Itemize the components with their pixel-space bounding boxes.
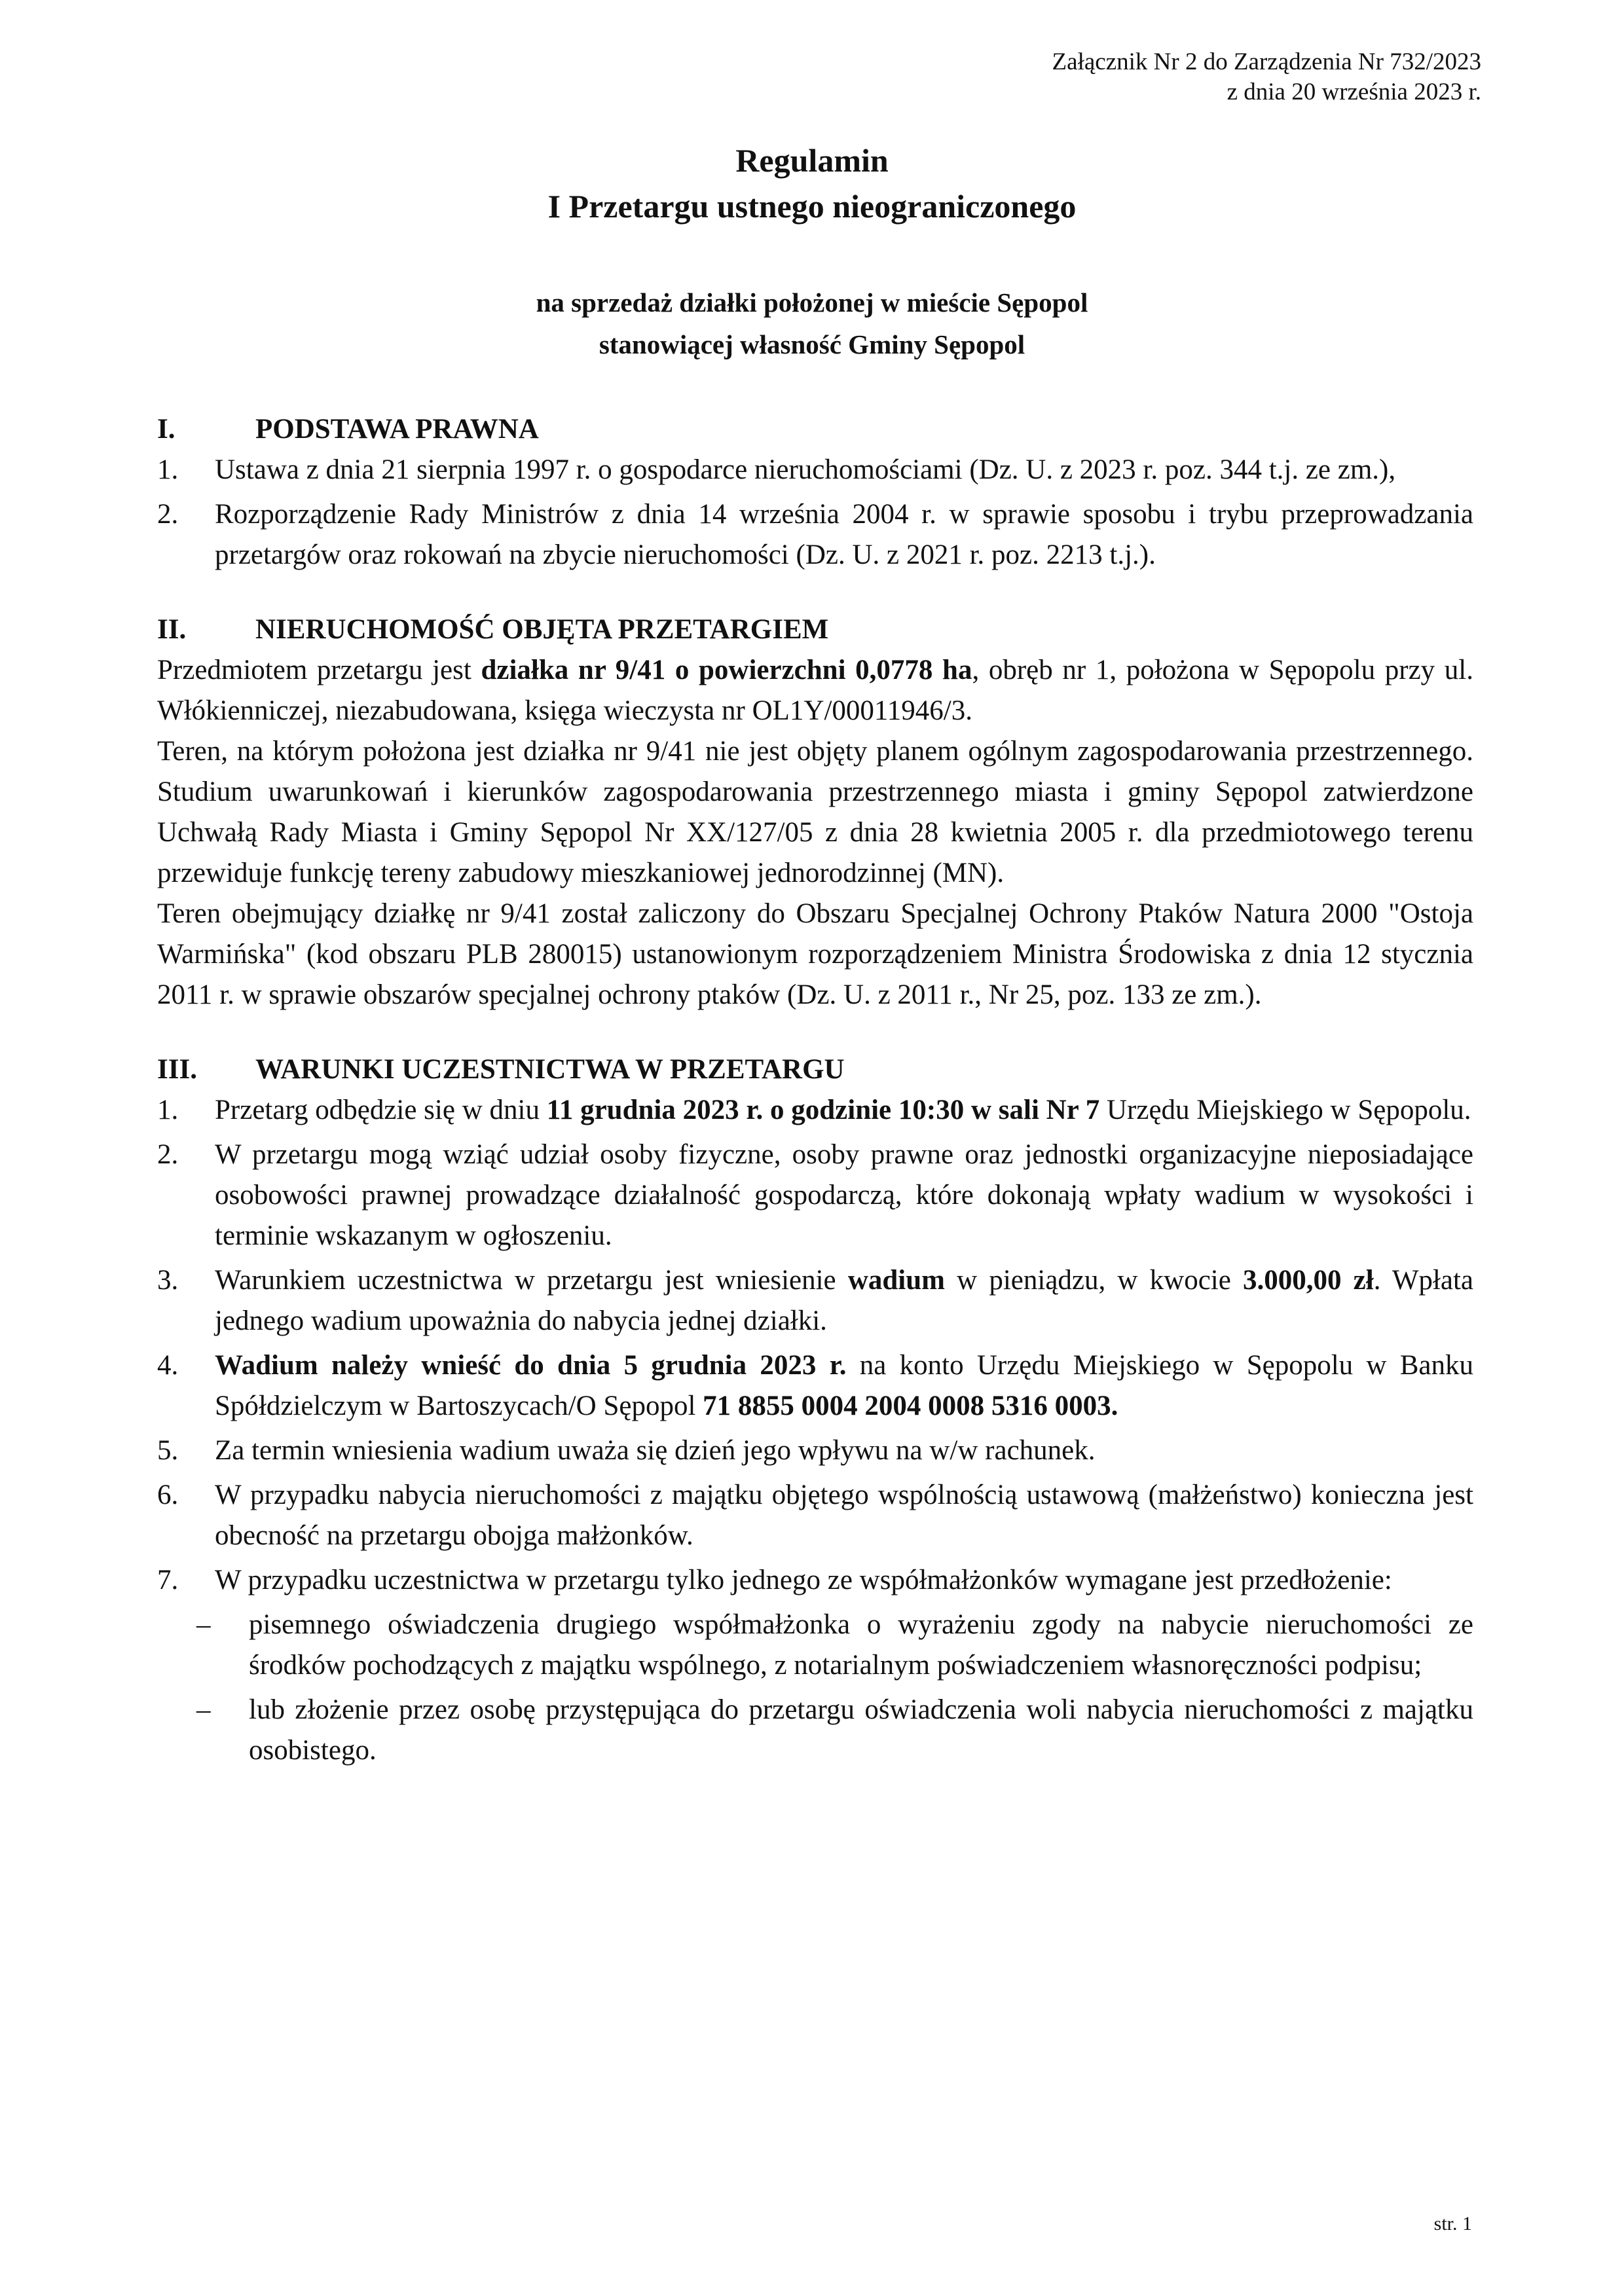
attachment-note xyxy=(1052,47,1481,107)
zoning-paragraph: Teren, na którym położona jest działka nr 9/41 nie jest objęty planem ogólnym zagospodarowania przestrzennego. Studium uwarunkowań i kierunków zagospodarowania przestrzennego miasta i gminy Sępopol zatwierdzone Uchwałą Rady Miasta i Gminy Sępopol Nr XX/127/05 z dnia 28 kwietnia 2005 r. dla przedmiotowego terenu przewiduje funkcję tereny zabudowy mieszkaniowej jednorodzinnej (MN). xyxy=(157,736,1473,888)
section-number: II. xyxy=(157,614,187,645)
list-item xyxy=(157,1560,1473,1601)
sub-item-text: lub złożenie przez osobę przystępująca do przetargu oświadczenia woli nabycia nieruchomości z majątku osobistego. xyxy=(249,1694,1473,1766)
bank-account-number: 71 8855 0004 2004 0008 5316 0003. xyxy=(703,1391,1118,1421)
item-text xyxy=(215,1090,1473,1131)
spouse-requirements-list xyxy=(157,1605,1473,1771)
item-text xyxy=(215,1345,1473,1427)
deposit-deadline: Wadium należy wnieść do dnia 5 grudnia 2023 r. xyxy=(215,1350,847,1381)
list-item xyxy=(157,1135,1473,1256)
item-number: 2. xyxy=(157,499,179,530)
text-run: Warunkiem uczestnictwa w przetargu jest wniesienie xyxy=(215,1265,848,1296)
title-line2: I Przetargu ustnego nieograniczonego xyxy=(547,188,1077,225)
deposit-term: wadium xyxy=(847,1265,945,1296)
section-title: NIERUCHOMOŚĆ OBJĘTA PRZETARGIEM xyxy=(255,614,829,645)
dash-bullet: – xyxy=(196,1609,211,1640)
item-number: 1. xyxy=(157,1095,179,1125)
list-item xyxy=(157,1345,1473,1427)
item-number: 3. xyxy=(157,1265,179,1296)
list-item xyxy=(157,1260,1473,1341)
title-line1: Regulamin xyxy=(735,142,889,179)
auction-date: 11 grudnia 2023 r. o godzinie 10:30 w sali Nr 7 xyxy=(546,1095,1100,1125)
section-number: III. xyxy=(157,1054,197,1085)
item-text xyxy=(215,1260,1473,1341)
item-number: 5. xyxy=(157,1435,179,1466)
text-run: Przetarg odbędzie się w dniu xyxy=(215,1095,547,1125)
item-number: 1. xyxy=(157,454,179,485)
section-heading xyxy=(157,610,1473,650)
item-number: 7. xyxy=(157,1565,179,1595)
deposit-amount: 3.000,00 zł xyxy=(1243,1265,1374,1296)
item-text: W przetargu mogą wziąć udział osoby fizyczne, osoby prawne oraz jednostki organizacyjne nieposiadające osobowości prawnej prowadzące działalność gospodarczą, które dokonają wpłaty wadium w wysokości i terminie wskazanym w ogłoszeniu. xyxy=(215,1139,1473,1251)
page-number: str. 1 xyxy=(1433,2213,1472,2234)
item-number: 4. xyxy=(157,1350,179,1381)
item-text: W przypadku nabycia nieruchomości z majątku objętego wspólnością ustawową (małżeństwo) konieczna jest obecność na przetargu obojga małżonków. xyxy=(215,1480,1473,1551)
legal-basis-list xyxy=(157,450,1473,575)
plot-details: działka nr 9/41 o powierzchni 0,0778 ha xyxy=(481,655,972,685)
section-heading xyxy=(157,1049,1473,1090)
item-text: W przypadku uczestnictwa w przetargu tylko jednego ze współmałżonków wymagane jest przedłożenie: xyxy=(215,1565,1392,1595)
item-number: 6. xyxy=(157,1480,179,1510)
list-item xyxy=(157,1090,1473,1131)
property-description xyxy=(157,650,1473,731)
subtitle-line1: na sprzedaż działki położonej w mieście Sępopol xyxy=(536,287,1088,318)
conditions-list xyxy=(157,1090,1473,1771)
item-number: 2. xyxy=(157,1139,179,1170)
attachment-note-line2: z dnia 20 września 2023 r. xyxy=(1227,79,1481,105)
section-property xyxy=(157,610,1473,1015)
text-run: na konto Urzędu Miejskiego w Sępopolu w Banku Spółdzielczym w Bartoszycach/O Sępopol xyxy=(215,1350,1473,1421)
list-item xyxy=(157,1430,1473,1471)
list-item xyxy=(157,494,1473,575)
text-run: w pieniądzu, w kwocie xyxy=(944,1265,1243,1296)
text-run: . Wpłata jednego wadium upoważnia do nabycia jednej działki. xyxy=(215,1265,1473,1336)
attachment-note-line1: Załącznik Nr 2 do Zarządzenia Nr 732/2023 xyxy=(1052,48,1481,75)
dash-bullet: – xyxy=(196,1694,211,1725)
section-number: I. xyxy=(157,414,175,445)
sub-list-item xyxy=(157,1690,1473,1771)
subtitle-line2: stanowiącej własność Gminy Sępopol xyxy=(599,329,1025,359)
section-title: WARUNKI UCZESTNICTWA W PRZETARGU xyxy=(255,1054,845,1085)
document-subtitle xyxy=(0,282,1624,365)
section-title: PODSTAWA PRAWNA xyxy=(255,414,539,445)
natura-paragraph: Teren obejmujący działkę nr 9/41 został zaliczony do Obszaru Specjalnej Ochrony Ptaków Natura 2000 "Ostoja Warmińska" (kod obszaru PLB 280015) ustanowionym rozporządzeniem Ministra Środowiska z dnia 12 stycznia 2011 r. w sprawie obszarów specjalnej ochrony ptaków (Dz. U. z 2011 r., Nr 25, poz. 133 ze zm.). xyxy=(157,898,1473,1010)
section-legal-basis xyxy=(157,409,1473,575)
item-text: Za termin wniesienia wadium uważa się dzień jego wpływu na w/w rachunek. xyxy=(215,1435,1096,1466)
sub-item-text: pisemnego oświadczenia drugiego współmałżonka o wyrażeniu zgody na nabycie nieruchomości ze środków pochodzących z majątku wspólnego, z notarialnym poświadczeniem własnoręczności podpisu; xyxy=(249,1609,1473,1681)
section-heading xyxy=(157,409,1473,450)
text-run: Przedmiotem przetargu jest xyxy=(157,655,481,685)
text-run: , obręb nr 1, położona w Sępopolu przy ul. Włókienniczej, niezabudowana, księga wieczysta nr OL1Y/00011946/3. xyxy=(157,655,1473,726)
document-title xyxy=(0,137,1624,229)
sub-list-item xyxy=(157,1605,1473,1686)
text-run: Urzędu Miejskiego w Sępopolu. xyxy=(1099,1095,1471,1125)
section-participation-conditions xyxy=(157,1049,1473,1771)
item-text: Rozporządzenie Rady Ministrów z dnia 14 września 2004 r. w sprawie sposobu i trybu przeprowadzania przetargów oraz rokowań na zbycie nieruchomości (Dz. U. z 2021 r. poz. 2213 t.j.). xyxy=(215,499,1473,570)
list-item xyxy=(157,450,1473,490)
document-body xyxy=(157,409,1473,1805)
item-text: Ustawa z dnia 21 sierpnia 1997 r. o gospodarce nieruchomościami (Dz. U. z 2023 r. poz. 344 t.j. ze zm.), xyxy=(215,454,1396,485)
list-item xyxy=(157,1475,1473,1556)
